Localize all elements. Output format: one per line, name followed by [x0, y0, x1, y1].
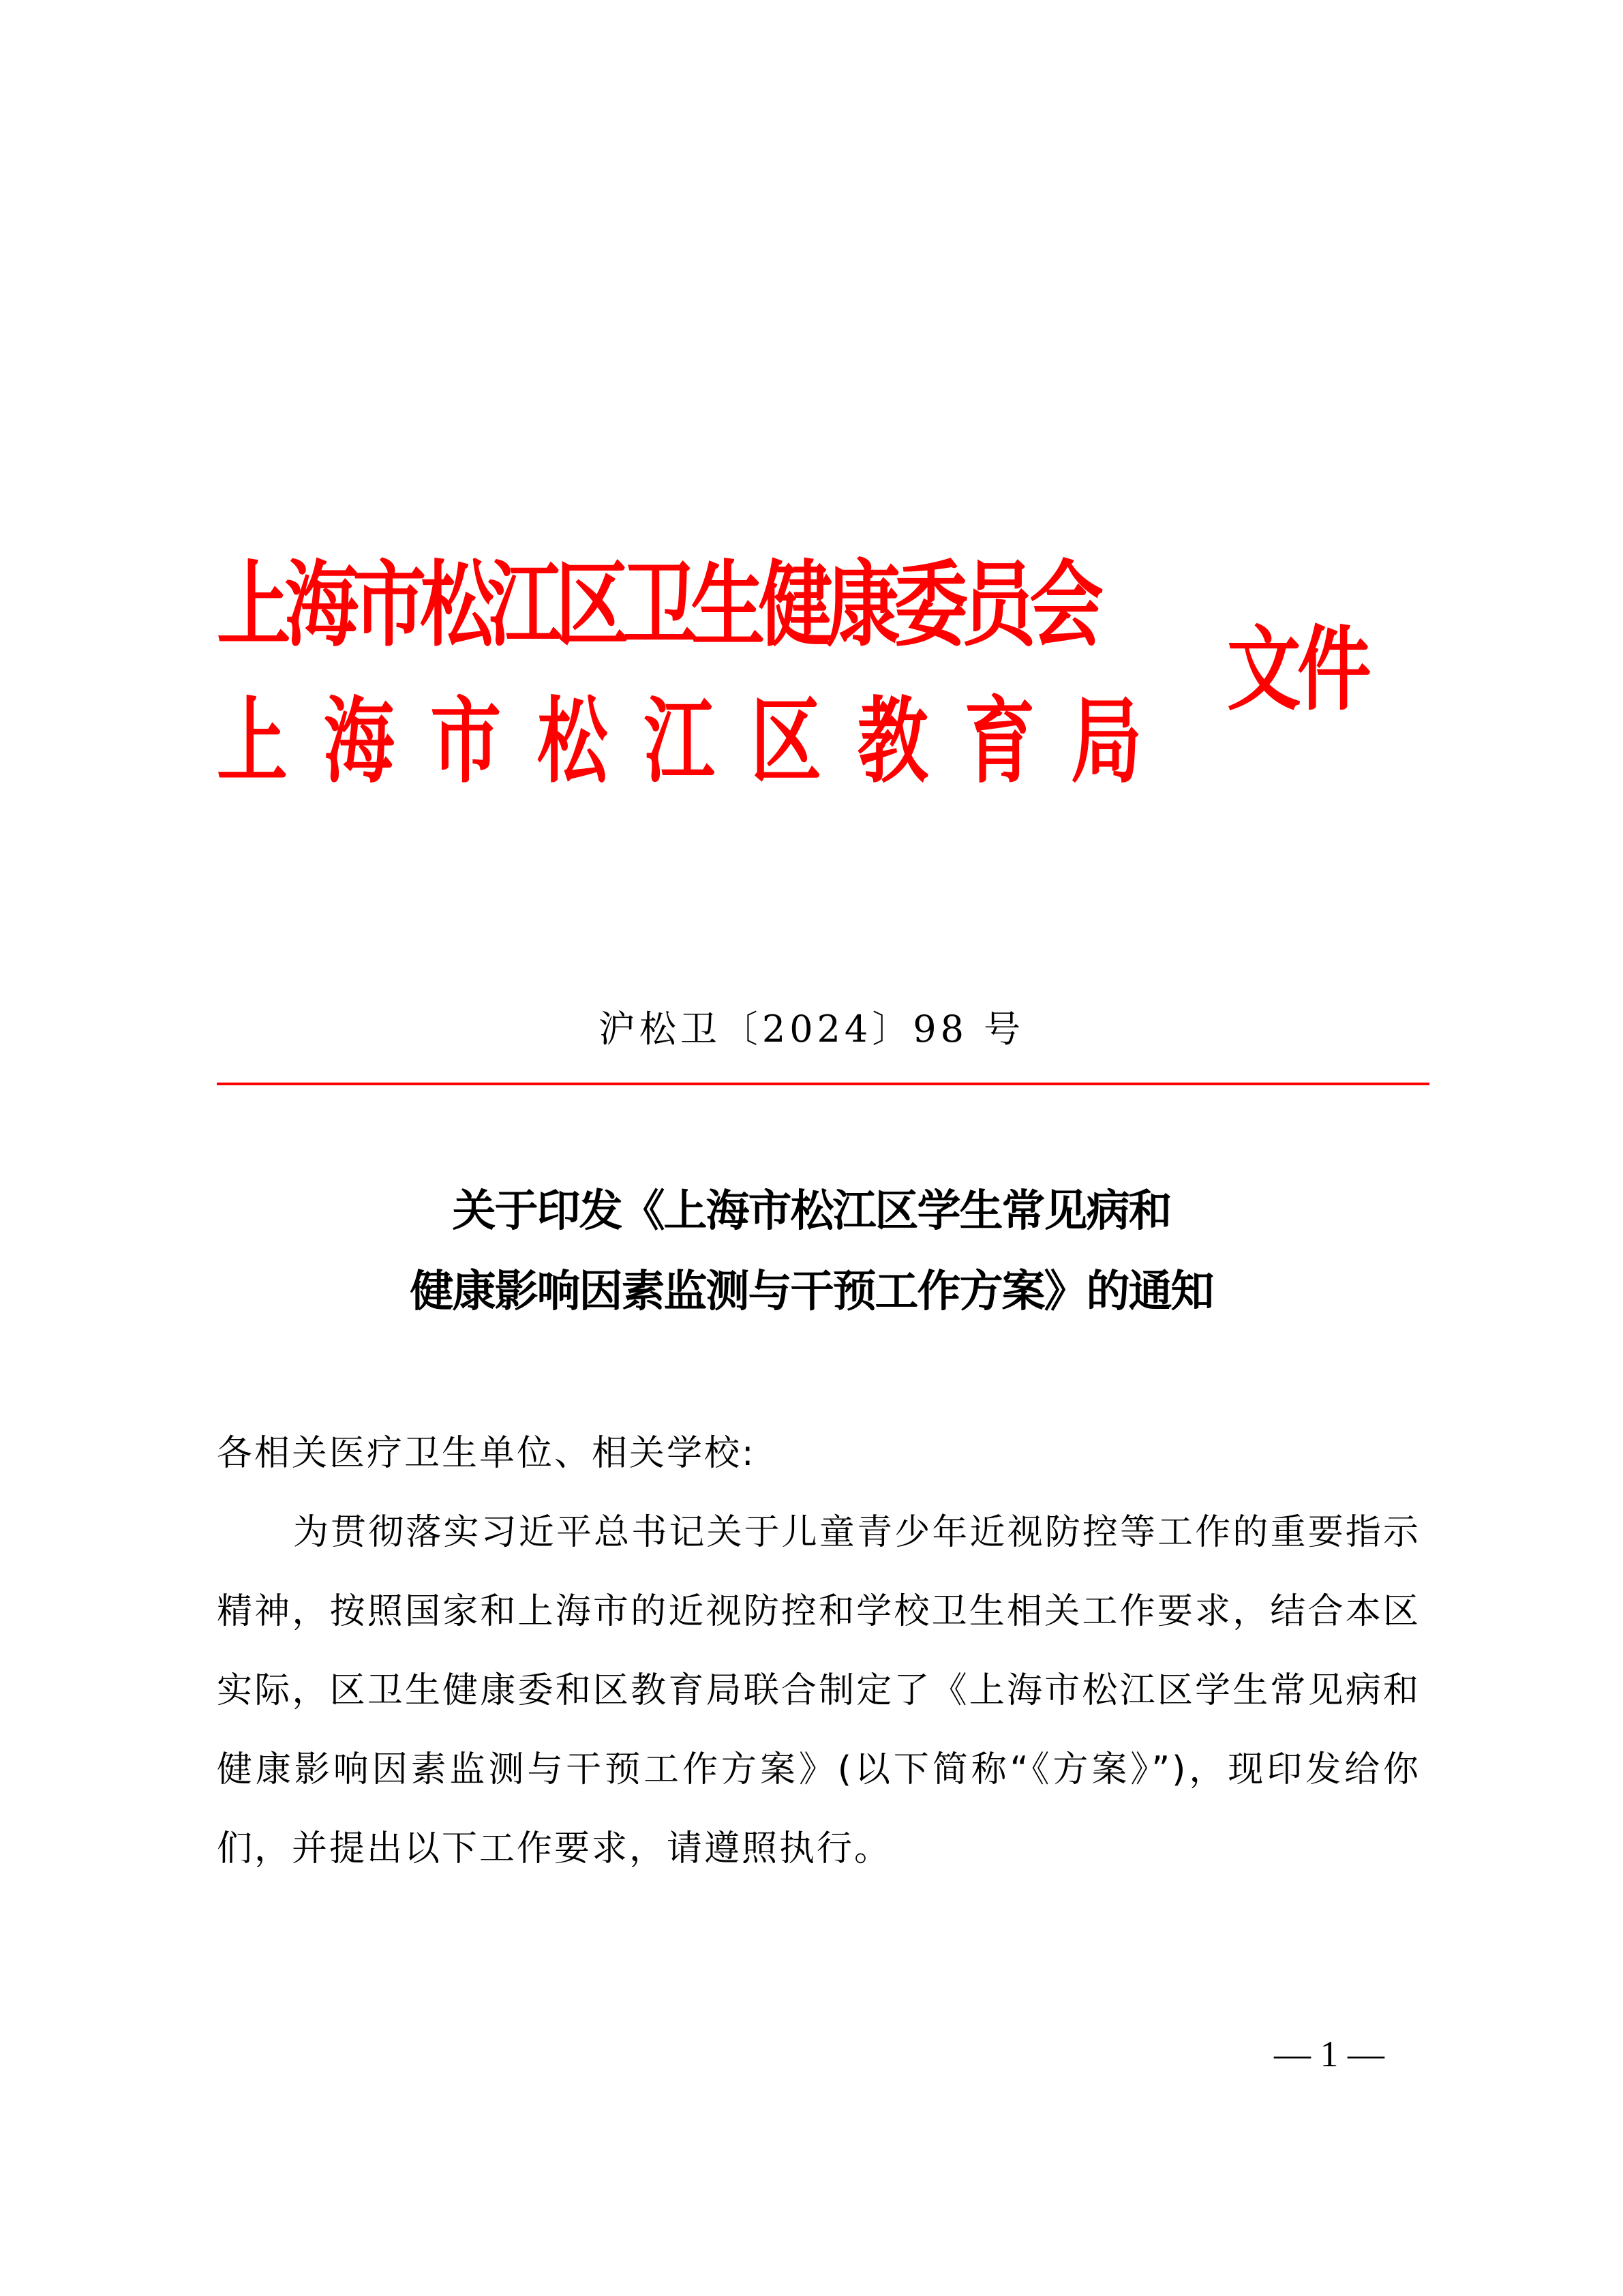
- document-body: [217, 1414, 1421, 1888]
- masthead-suffix: 文件: [1227, 615, 1368, 723]
- title-line-2: 健康影响因素监测与干预工作方案》的通知: [410, 1266, 1213, 1317]
- title-line-1: 关于印发《上海市松江区学生常见病和: [452, 1185, 1171, 1237]
- document-number: 沪松卫〔2024〕98 号: [598, 1008, 1025, 1051]
- red-separator-line: [217, 1083, 1429, 1085]
- body-paragraph: 为贯彻落实习近平总书记关于儿童青少年近视防控等工作的重要指示精神，按照国家和上海市的近视防控和学校卫生相关工作要求，结合本区实际，区卫生健康委和区教育局联合制定了《上海市松江区学生常见病和健康影响因素监测与干预工作方案》(以下简称“《方案》”)，现印发给你们，并提出以下工作要求，请遵照执行。: [217, 1512, 1421, 1869]
- salutation: 各相关医疗卫生单位、相关学校:: [217, 1433, 756, 1474]
- page-number: — 1 —: [1274, 2034, 1384, 2074]
- masthead: [217, 545, 1444, 796]
- masthead-org-education-bureau: 上海市松江区教育局: [217, 686, 1178, 796]
- masthead-org-health-commission: 上海市松江区卫生健康委员会: [217, 549, 1097, 660]
- document-title: [0, 1171, 1623, 1332]
